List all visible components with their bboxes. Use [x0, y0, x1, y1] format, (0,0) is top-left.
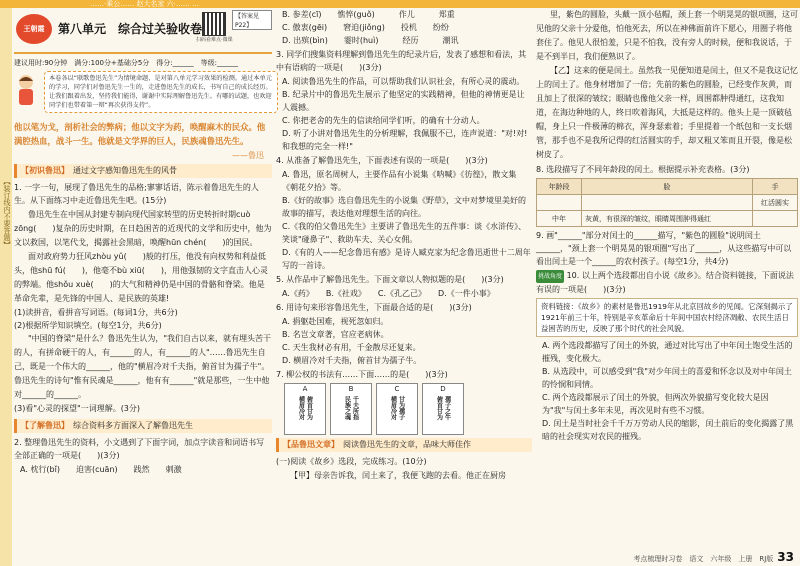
- calligraphy-card-c[interactable]: C 横眉冷对 甘为孺子: [376, 383, 418, 435]
- passage-1-p3: "中国的脊梁"是什么？鲁迅先生认为，"我们自古以来，就有埋头苦干的人，有拼命硬干的人，有______的人，有______的人"……鲁迅先生自己，既是一个伟大的______，他的"横眉冷对千夫指，俯首甘为孺子牛"。鲁迅先生的诗句"惟有民魂是______，他有有______"就是那些，一生中他对______的______。: [14, 334, 272, 399]
- brand-logo: 王朝霞: [16, 14, 52, 44]
- exam-meta: 建议用时:90分钟 满分:100分+基础分5分 得分:______ 等级:______: [14, 59, 239, 67]
- question-5-options[interactable]: A.《药》 B.《社戏》 C.《孔乙己》 D.《一件小事》: [282, 289, 495, 298]
- qr-code-icon[interactable]: [202, 12, 226, 36]
- question-1: 1. 一字一句，展现了鲁迅先生的品格;寥寥话语，陈示着鲁迅先生的人生。从下面练习中走近鲁迅先生吧。(15分): [14, 183, 259, 205]
- table-header: 脸: [582, 179, 753, 195]
- question-3: 3. 同学们搜集资料理解到鲁迅先生的纪录片后，发表了感想和看法，其中有语病的一项是( )(3分): [276, 50, 527, 72]
- featured-quote: 他以笔为戈，剖析社会的弊病；他以文字为药，唤醒麻木的民众。他满腔热血，战斗一生。他就是文学界的巨人，民族魂鲁迅先生。: [14, 122, 266, 146]
- subquestion-1-1: (1)读拼音，看拼音写词语。(每词1分，共6分): [14, 308, 178, 317]
- answer-reference: 【答案见P22】: [232, 10, 272, 30]
- calligraphy-cards: [284, 383, 532, 435]
- challenge-badge: 挑战角度: [536, 270, 564, 283]
- question-10-option-b[interactable]: B. 从选段中，可以感受到"我"对少年闰土的喜爱和怀念以及对中年闰土的怜悯和同情。: [542, 367, 792, 389]
- section-banner-3: 【品鲁迅文章】 阅读鲁迅先生的文章，品味大师佳作: [276, 438, 532, 452]
- intro-box: [14, 71, 272, 117]
- question-6-option-b[interactable]: B. 名岂文章著，官应老病休。: [282, 330, 389, 339]
- table-cell-blank[interactable]: [537, 195, 582, 211]
- question-10-option-c[interactable]: C. 两个选段都展示了闰土的外貌，但两次外貌描写变化较大是因为"我"与闰土多年未见，再次见时有些不习惯。: [542, 393, 769, 415]
- student-avatar-icon: [14, 73, 38, 107]
- question-3-option-d[interactable]: D. 听了小讲对鲁迅先生的分析理解，我佩服不已，连声说道："对!对! 和我想的完全一样!": [282, 129, 528, 151]
- column-left: [14, 8, 272, 476]
- question-6: 6. 用诗句来形容鲁迅先生，下面最合适的是( )(3分): [276, 303, 472, 312]
- passage-1-p1: 鲁迅先生在中国从封建专制向现代国家转型的历史转折时期cuò zōng( )复杂的历史时期，在日趋困苦的近现代的文学和历史中，他为文以救国，以笔代戈，揭露社会黑暗，唤醒hūn chén( )的国民。: [14, 210, 272, 247]
- question-4-option-c[interactable]: C.《我的伯父鲁迅先生》主要讲了鲁迅先生的五件事：谈《水浒传》、笑谈"碰鼻子"、救助车夫、关心女佣。: [282, 222, 527, 244]
- passage-1-p2: 面对政府势力狂风zhòu yǔ( )般的打压，他没有向权势和利益低头，他shū fú( )，他毫不bù xiū( )，用他强韧的文字直击人心灵的弊端。他shǒu xuè( )的大气和精神仍是中国的骨骼和脊梁。他是革命先辈，是先锋的中国人、是民族的英雄!: [14, 252, 268, 303]
- binding-strip: 【装订线内不要答题】: [0, 8, 12, 566]
- reading-1-title: (一)阅读《故乡》选段，完成练习。(10分): [276, 457, 427, 466]
- section-banner-2: 【了解鲁迅】 综合资料多方面深入了解鲁迅先生: [14, 419, 272, 433]
- question-8: 8. 选段描写了不同年龄段的闰土。根据提示补充表格。(3分): [536, 165, 750, 174]
- table-cell-blank[interactable]: [753, 211, 798, 227]
- qr-caption: 扫码看难点·微课: [196, 37, 233, 43]
- question-10-row: [536, 269, 798, 296]
- question-5: 5. 从作品中了解鲁迅先生。下面文章以人物拟题的是( )(3分): [276, 275, 504, 284]
- question-9: 9. 画"______"部分对闰土的______描写，"紫色的圆脸"说明闰土______，"颈上套一个明晃晃的银项圈"写出了______，从这些描写中可以看出闰土是一个______的农村孩子。(每空1分，共4分): [536, 231, 792, 266]
- question-6-option-a[interactable]: A. 捐躯赴国难，视死忽如归。: [282, 317, 389, 326]
- material-link-box: 资料链接：《故乡》的素材是鲁迅1919年从北京回故乡的见闻。它深刻揭示了1921年前三十年，特别是辛亥革命后十年间中国农村经济凋敝、农民生活日益困苦的历史，反映了那个时代的社会风貌。: [536, 298, 798, 337]
- question-7: 7. 柳公权的书法有……下面……的是( )(3分): [276, 370, 448, 379]
- table-row: [537, 195, 798, 211]
- question-4-option-a[interactable]: A. 鲁迅，原名周树人，主要作品有小说集《呐喊》《彷徨》，散文集《朝花夕拾》等。: [282, 170, 517, 192]
- calligraphy-card-d[interactable]: D 俯首甘为 孺子之牛: [422, 383, 464, 435]
- calligraphy-card-b[interactable]: B 民族之魂 千夫所指: [330, 383, 372, 435]
- calligraphy-card-a[interactable]: A 横眉冷对 俯首甘为: [284, 383, 326, 435]
- table-row: [537, 211, 798, 227]
- unit-title: 第八单元 综合过关验收卷: [58, 22, 203, 36]
- question-4: 4. 从准备了解鲁迅先生，下面表述有误的一项是( )(3分): [276, 156, 488, 165]
- question-10-option-a[interactable]: A. 两个选段都描写了闰土的外貌，通过对比写出了中年闰土饱受生活的摧残，变化极大。: [542, 341, 793, 363]
- table-cell-blank[interactable]: [582, 195, 753, 211]
- column-middle: [276, 8, 532, 483]
- reading-1-passage-start: 【甲】母亲告诉我，闰土来了，我便飞跑的去看。他正在厨房: [290, 471, 506, 480]
- calligraphy-image: 民族之魂 千夫所指: [343, 396, 359, 420]
- section-banner-1: 【初识鲁迅】 通过文字感知鲁迅先生的风骨: [14, 164, 272, 178]
- table-cell: 中年: [537, 211, 582, 227]
- question-4-option-b[interactable]: B.《好的故事》选自鲁迅先生的小说集《野草》，文中对梦境里美好的故事的描写，表达他对理想生活的向往。: [282, 196, 527, 218]
- column-right: [536, 8, 798, 443]
- question-6-option-d[interactable]: D. 横眉冷对千夫指，俯首甘为孺子牛。: [282, 356, 422, 365]
- reading-passage-jia: 里，紫色的圆脸，头戴一顶小毡帽，颈上套一个明晃晃的银项圈，这可见他的父亲十分爱他，怕他死去，所以在神佛面前许下愿心，用圈子将他套住了。他见人很怕羞，只是不怕我，没有旁人的时候，便和我说话，于是不到半日，我们便熟识了。: [536, 10, 798, 61]
- question-10: 10. 以上两个选段都出自小说《故乡》。结合资料链接，下面说法有误的一项是( )(3分): [536, 271, 794, 294]
- question-2-option-a[interactable]: A. 枕行(bǐ) 迫害(cuān) 践然 刺激: [20, 465, 182, 474]
- table-header: 手: [753, 179, 798, 195]
- table-cell: 灰黄，有很深的皱纹，眼睛周围肿得通红: [582, 211, 753, 227]
- page-number: 33: [777, 550, 794, 564]
- question-4-option-d[interactable]: D.《有的人——纪念鲁迅有感》是诗人臧克家为纪念鲁迅逝世十二周年写的一首诗。: [282, 248, 531, 270]
- question-2-option-d[interactable]: D. 出殡(bìn) 霎时(huì) 经历 潮讯: [282, 36, 459, 45]
- question-2-option-b[interactable]: B. 参差(cī) 憔悴(guǒ) 作儿 郑重: [282, 10, 455, 19]
- question-2-option-c[interactable]: C. 傲衷(gēi) 窘迫(jiǒng) 投机 纷纷: [282, 23, 449, 32]
- question-3-option-a[interactable]: A. 阅读鲁迅先生的作品，可以帮助我们认识社会，有所心灵的震动。: [282, 77, 525, 86]
- reading-passage-yi: 【乙】这来的便是闰土。虽然我一见便知道是闰土，但又不是我这记忆上的闰土了。他身材增加了一倍；先前的紫色的圆脸，已经变作灰黄，而且加上了很深的皱纹；眼睛也像他父亲一样，周围都肿得通红，这我知道，在海边种地的人，终日吹着海风，大抵是这样的。他头上是一顶破毡帽，身上只一件极薄的棉衣，浑身瑟索着；手里提着一个纸包和一支长烟管，那手也不是我所记得的红活圆实的手，却又粗又笨而且开裂，像是松树皮了。: [536, 66, 798, 159]
- subquestion-1-2: (2)根据所学知识填空。(每空1分，共6分): [14, 321, 162, 330]
- top-banner: ……·乘公…… 赵大名家 六·…… …: [0, 0, 800, 8]
- quote-source: ——鲁迅: [232, 151, 264, 160]
- question-6-option-c[interactable]: C. 天生我材必有用，千金散尽还复来。: [282, 343, 421, 352]
- table-header: 年龄段: [537, 179, 582, 195]
- calligraphy-image: 俯首甘为 孺子之牛: [435, 396, 451, 420]
- intro-text: 本卷各以“联歌鲁迅先生”为情境命题，是对第八单元学习效果的检测。通过本单元的学习，同学们对鲁迅先生一生的，走进鲁迅先生的成长，书写自己的成长经历。让我们跟着出发，坚持我们能得，谢谢中实际理解鲁迅先生。有哪的试题，也欢迎同学们也带着第一辩“再次获得支持”。: [44, 71, 278, 113]
- question-3-option-b[interactable]: B. 纪录片中的鲁迅先生展示了他坚定的实践精神，但他的神情更是让人震撼。: [282, 90, 525, 112]
- unit-header: [14, 8, 272, 54]
- question-2: 2. 整理鲁迅先生的资料，小文遇到了下面字词，加点字读音和词语书写全部正确的一项是( )(3分): [14, 438, 265, 460]
- comparison-table: [536, 178, 798, 227]
- subquestion-1-3: (3)看"心灵的探望"一词理解。(3分): [14, 404, 141, 413]
- page-footer: 考点梳理时习卷 语文 六年级 上册 RJ版 33: [633, 550, 794, 564]
- calligraphy-image: 横眉冷对 甘为孺子: [389, 396, 405, 420]
- calligraphy-image: 横眉冷对 俯首甘为: [297, 396, 313, 420]
- table-cell: 红活圆实: [753, 195, 798, 211]
- question-10-option-d[interactable]: D. 闰土是当时社会千千万万劳动人民的缩影，闰土前后的变化揭露了黑暗的社会现实对农民的摧残。: [542, 419, 794, 441]
- question-3-option-c[interactable]: C. 你把老舍的先生的信读给同学们听，的确有十分动人。: [282, 116, 485, 125]
